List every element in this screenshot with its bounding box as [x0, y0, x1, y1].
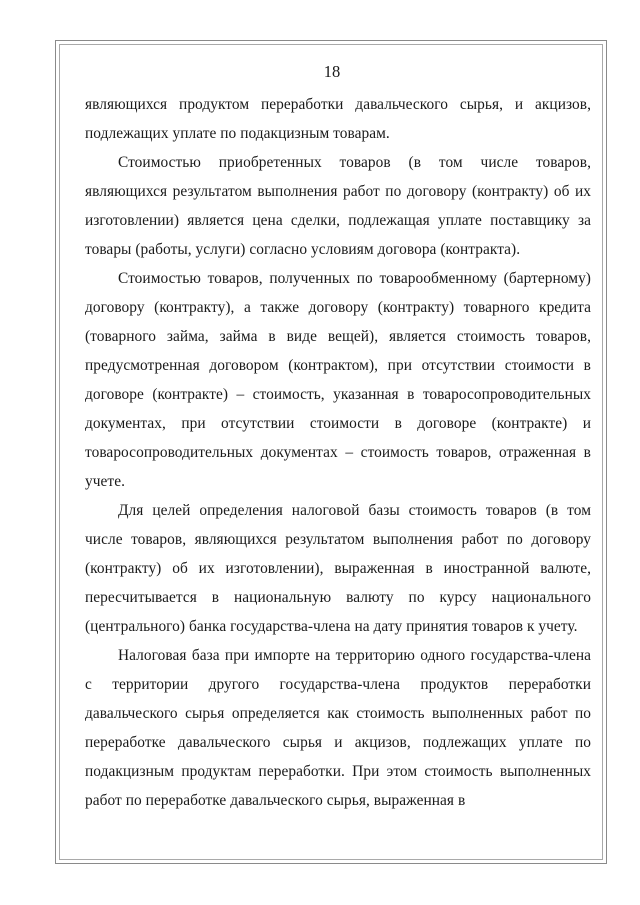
paragraph-tax-base-import: Налоговая база при импорте на территорию одного государства-члена с территории другого государства-члена продуктов переработки давальческого сырья определяется как стоимость выполненных работ по переработке давальческого сырья и акцизов, подлежащих уплате по подакцизным продуктам переработки. При этом стоимость выполненных работ по переработке давальческого сырья, выраженная в	[85, 647, 591, 809]
paragraph-foreign-currency: Для целей определения налоговой базы стоимость товаров (в том числе товаров, являющихся результатом выполнения работ по договору (контракту) об их изготовлении), выраженная в иностранной валюте, пересчитывается в национальную валюту по курсу национального (центрального) банка государства-члена на дату принятия товаров к учету.	[85, 502, 591, 635]
paragraph-continuation: являющихся продуктом переработки давальческого сырья, и акцизов, подлежащих уплате по подакцизным товарам.	[85, 96, 591, 142]
paragraph-barter-goods-value: Стоимостью товаров, полученных по товарообменному (бартерному) договору (контракту), а также договору (контракту) товарного кредита (товарного займа, займа в виде вещей), является стоимость товаров, предусмотренная договором (контрактом), при отсутствии стоимости в договоре (контракте) – стоимость, указанная в товаросопроводительных документах, при отсутствии стоимости в договоре (контракте) и товаросопроводительных документах – стоимость товаров, отраженная в учете.	[85, 270, 591, 490]
page-number: 18	[323, 62, 341, 81]
paragraph-purchased-goods-value: Стоимостью приобретенных товаров (в том числе товаров, являющихся результатом выполнения работ по договору (контракту) об их изготовлении) является цена сделки, подлежащая уплате поставщику за товары (работы, услуги) согласно условиям договора (контракта).	[85, 154, 591, 258]
document-body	[85, 90, 591, 815]
